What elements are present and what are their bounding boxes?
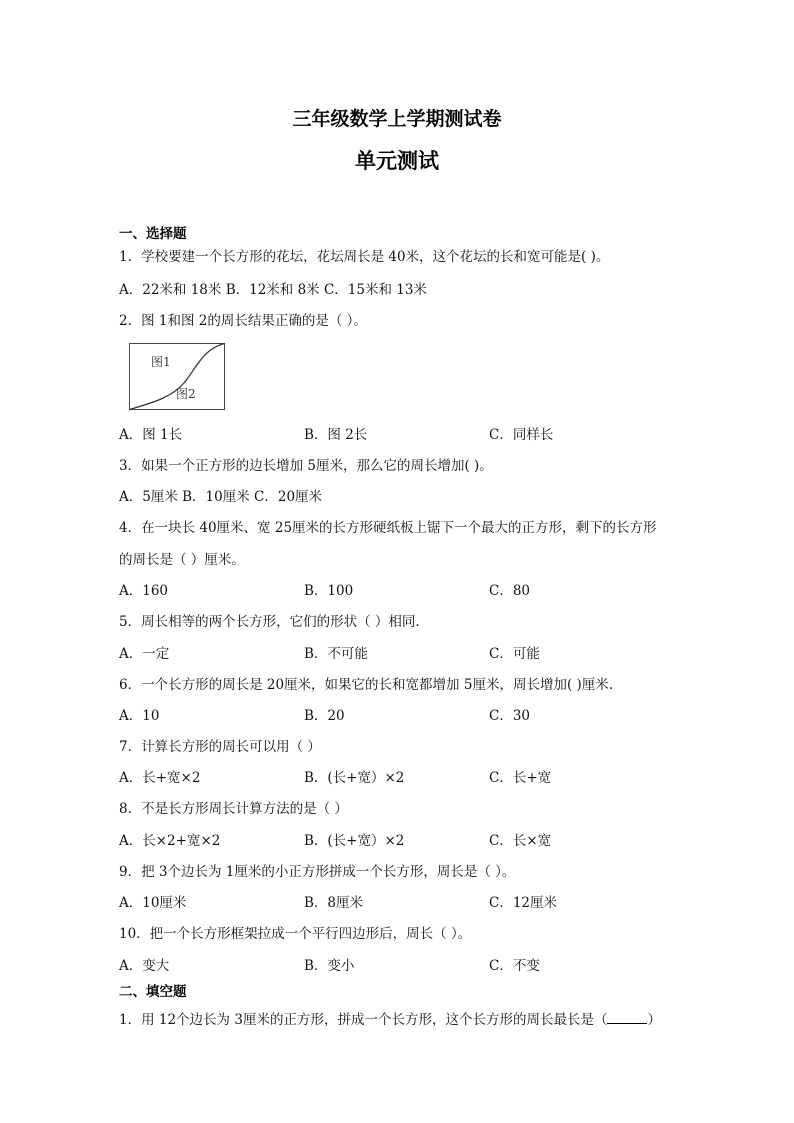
question-6-option-b: B．20 [304,708,345,724]
question-5-option-c: C．可能 [489,646,540,662]
page-title: 三年级数学上学期测试卷 [292,108,502,130]
section-heading-fill-in: 二、填空题 [119,984,187,1000]
question-9-option-b: B．8厘米 [304,895,364,911]
question-5-text: 5．周长相等的两个长方形，它们的形状（ ）相同. [119,614,420,630]
question-10-option-a: A．变大 [119,958,170,974]
question-6-text: 6．一个长方形的周长是 20厘米，如果它的长和宽都增加 5厘米，周长增加( )厘米. [119,677,614,693]
question-9-option-c: C．12厘米 [489,895,558,911]
question-4-text-continued: 的周长是（ ）厘米。 [119,552,245,568]
fill-question-1-close: ） [647,1012,661,1028]
question-7-option-a: A．长+宽×2 [119,770,201,786]
question-4-option-b: B．100 [304,583,354,599]
question-2-options [119,426,679,444]
question-2-figure [129,343,225,410]
question-6-options [119,707,679,725]
question-1-options: A．22米和 18米 B．12米和 8米 C．15米和 13米 [119,282,427,298]
question-3-text: 3．如果一个正方形的边长增加 5厘米，那么它的周长增加( )。 [119,458,493,474]
question-8-option-a: A．长×2+宽×2 [119,833,221,849]
question-8-option-c: C．长×宽 [489,833,552,849]
fill-question-1-text: 1．用 12个边长为 3厘米的正方形，拼成一个长方形，这个长方形的周长最长是（ [119,1012,608,1028]
question-2-option-c: C．同样长 [489,427,554,443]
page-subtitle: 单元测试 [355,148,439,173]
question-8-options [119,832,679,850]
answer-blank[interactable] [607,1010,647,1024]
section-heading-choice: 一、选择题 [119,226,187,242]
figure-label-1: 图1 [151,355,171,369]
question-6-option-a: A．10 [119,708,160,724]
question-4-option-c: C．80 [489,583,531,599]
question-9-options [119,894,679,912]
question-10-option-c: C．不变 [489,958,540,974]
question-2-option-b: B．图 2长 [304,427,368,443]
question-1-text: 1．学校要建一个长方形的花坛，花坛周长是 40米，这个花坛的长和宽可能是( )。 [119,249,610,265]
question-2-text: 2．图 1和图 2的周长结果正确的是（ ）。 [119,313,367,329]
question-7-text: 7．计算长方形的周长可以用（ ） [119,739,321,755]
question-7-option-b: B．(长+宽）×2 [304,770,405,786]
question-5-option-b: B．不可能 [304,646,368,662]
question-9-option-a: A．10厘米 [119,895,187,911]
question-10-option-b: B．变小 [304,958,355,974]
question-5-options [119,645,679,663]
fill-question-1 [119,1010,661,1029]
question-4-text: 4．在一块长 40厘米、宽 25厘米的长方形硬纸板上锯下一个最大的正方形，剩下的长方形 [119,520,657,536]
question-8-text: 8．不是长方形周长计算方法的是（ ） [119,801,348,817]
question-2-option-a: A．图 1长 [119,427,183,443]
figure-label-2: 图2 [176,387,196,401]
question-10-options [119,957,679,975]
question-6-option-c: C．30 [489,708,531,724]
question-4-options [119,582,679,600]
question-4-option-a: A．160 [119,583,169,599]
question-10-text: 10．把一个长方形框架拉成一个平行四边形后，周长（ ）。 [119,926,472,942]
question-7-option-c: C．长+宽 [489,770,552,786]
question-7-options [119,769,679,787]
question-8-option-b: B．(长+宽）×2 [304,833,405,849]
question-5-option-a: A．一定 [119,646,170,662]
question-9-text: 9．把 3个边长为 1厘米的小正方形拼成一个长方形，周长是（ ）。 [119,864,516,880]
question-3-options: A．5厘米 B．10厘米 C．20厘米 [119,489,323,505]
